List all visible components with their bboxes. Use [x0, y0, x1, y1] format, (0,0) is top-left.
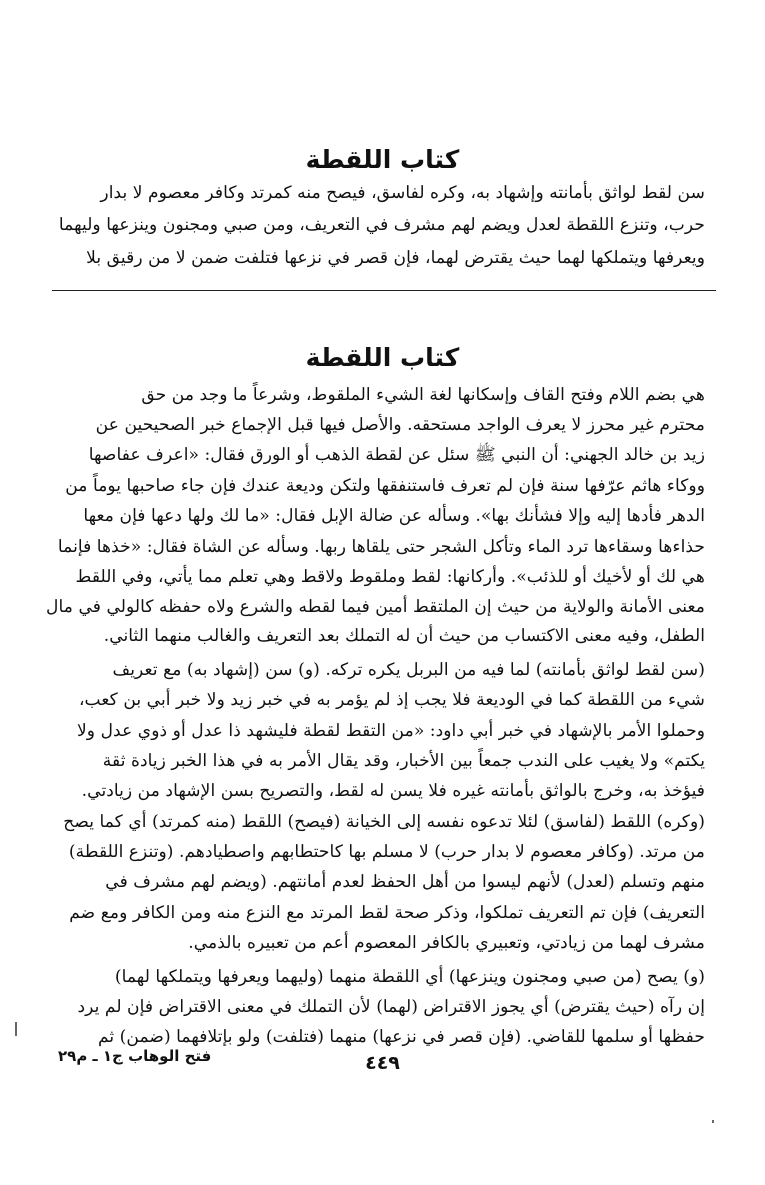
matn-line-2: حرب، وتنزع اللقطة لعدل ويضم لهم مشرف في التعريف، ومن صبي ومجنون وينزعها وليهما	[58, 215, 705, 235]
scan-speck	[15, 1022, 17, 1036]
sharh2-line-5: فيؤخذ به، وخرج بالواثق بأمانته غيره فلا يسن له لقط، والتصريح بسن الإشهاد من زيادتي.	[81, 781, 705, 801]
sharh2-line-4: يكتم» ولا يغيب على الندب جمعاً بين الأخبار، وقد يقال الأمر به في هذا الخبر زيادة ثقة	[102, 751, 705, 771]
sharh-line-3: زيد بن خالد الجهني: أن النبي ﷺ سئل عن لقطة الذهب أو الورق فقال: «اعرف عفاصها	[88, 445, 705, 465]
sharh-line-2: محترم غير محرز لا يعرف الواجد مستحقه. والأصل فيها قبل الإجماع خبر الصحيحين عن	[95, 415, 705, 435]
matn-line-3: ويعرفها ويتملكها لهما حيث يقترض لهما، فإن قصر في نزعها فتلفت ضمن لا من رقيق بلا	[86, 248, 705, 268]
sharh2-line-7: من مرتد. (وكافر معصوم لا بدار حرب) لا مسلم بها كاحتطابهم واصطيادهم. (وتنزع اللقطة)	[68, 842, 705, 862]
sharh-line-6: حذاءها وسقاءها ترد الماء وتأكل الشجر حتى يلقاها ربها. وسأله عن الشاة فقال: «خذها فإنما	[57, 537, 705, 557]
sharh2-line-8: منهم وتسلم (لعدل) لأنهم ليسوا من أهل الحفظ لعدم أمانتهم. (ويضم لهم مشرف في	[105, 872, 705, 892]
sharh2-line-9: التعريف) فإن تم التعريف تملكوا، وذكر صحة لقط المرتد مع النزع منه ومن الكافر ومع ضم	[69, 903, 705, 923]
sharh-line-4: ووكاء هاثم عرّفها سنة فإن لم تعرف فاستنفقها ولتكن وديعة عندك فإن جاء صاحبها يوماً من	[65, 476, 705, 496]
section-divider	[52, 290, 716, 291]
sharh2-line-1: (سن لقط لواثق بأمانته) لما فيه من البربل يكره تركه. (و) سن (إشهاد به) مع تعريف	[112, 660, 705, 680]
sharh3-line-3: حفظها أو سلمها للقاضي. (فإن قصر في نزعها) منهما (فتلفت) ولو بإتلافهما (ضمن) ثم	[97, 1027, 705, 1047]
book-signature: فتح الوهاب ج١ ـ م٢٩	[58, 1047, 212, 1065]
matn-line-1: سن لقط لواثق بأمانته وإشهاد به، وكره لفاسق، فيصح منه كمرتد وكافر معصوم لا بدار	[100, 183, 705, 203]
scan-speck	[712, 1120, 714, 1123]
matn-title: كتاب اللقطة	[305, 145, 460, 174]
sharh3-line-2: إن رآه (حيث يقترض) أي يجوز الاقتراض (لهما) لأن التملك في معنى الاقتراض فإن لم يرد	[77, 997, 705, 1017]
sharh2-line-2: شيء من اللقطة كما في الوديعة فلا يجب إذ لم يؤمر به في خبر زيد ولا خبر أبي بن كعب،	[78, 690, 705, 710]
sharh3-line-1: (و) يصح (من صبي ومجنون وينزعها) أي اللقطة منهما (وليهما ويعرفها ويتملكها لهما)	[114, 967, 705, 987]
page-number: ٤٤٩	[365, 1052, 400, 1074]
sharh-line-7: هي لك أو لأخيك أو للذئب». وأركانها: لقط وملقوط ولاقط وهي تعلم مما يأتي، وفي اللقط	[75, 567, 705, 587]
sharh-line-1: هي بضم اللام وفتح القاف وإسكانها لغة الشيء الملقوط، وشرعاً ما وجد من حق	[141, 385, 705, 405]
sharh-line-5: الدهر فأدها إليه وإلا فشأنك بها». وسأله عن ضالة الإبل فقال: «ما لك ولها دعها فإن معها	[83, 506, 705, 526]
sharh-title: كتاب اللقطة	[305, 343, 460, 372]
sharh2-line-10: مشرف لهما من زيادتي، وتعبيري بالكافر المعصوم أعم من تعبيره بالذمي.	[188, 933, 705, 953]
sharh2-line-6: (وكره) اللقط (لفاسق) لئلا تدعوه نفسه إلى الخيانة (فيصح) اللقط (منه كمرتد) أي كما يصح	[63, 812, 705, 832]
sharh-line-8: معنى الأمانة والولاية من حيث إن الملتقط أمين فيما لقطه والشرع ولاه حفظه كالولي في مال	[46, 597, 705, 617]
sharh2-line-3: وحملوا الأمر بالإشهاد في خبر أبي داود: «من التقط لقطة فليشهد ذا عدل أو ذوي عدل ولا	[77, 721, 705, 741]
sharh-line-9: الطفل، وفيه معنى الاكتساب من حيث أن له التملك بعد التعريف والغالب منهما الثاني.	[103, 626, 705, 646]
